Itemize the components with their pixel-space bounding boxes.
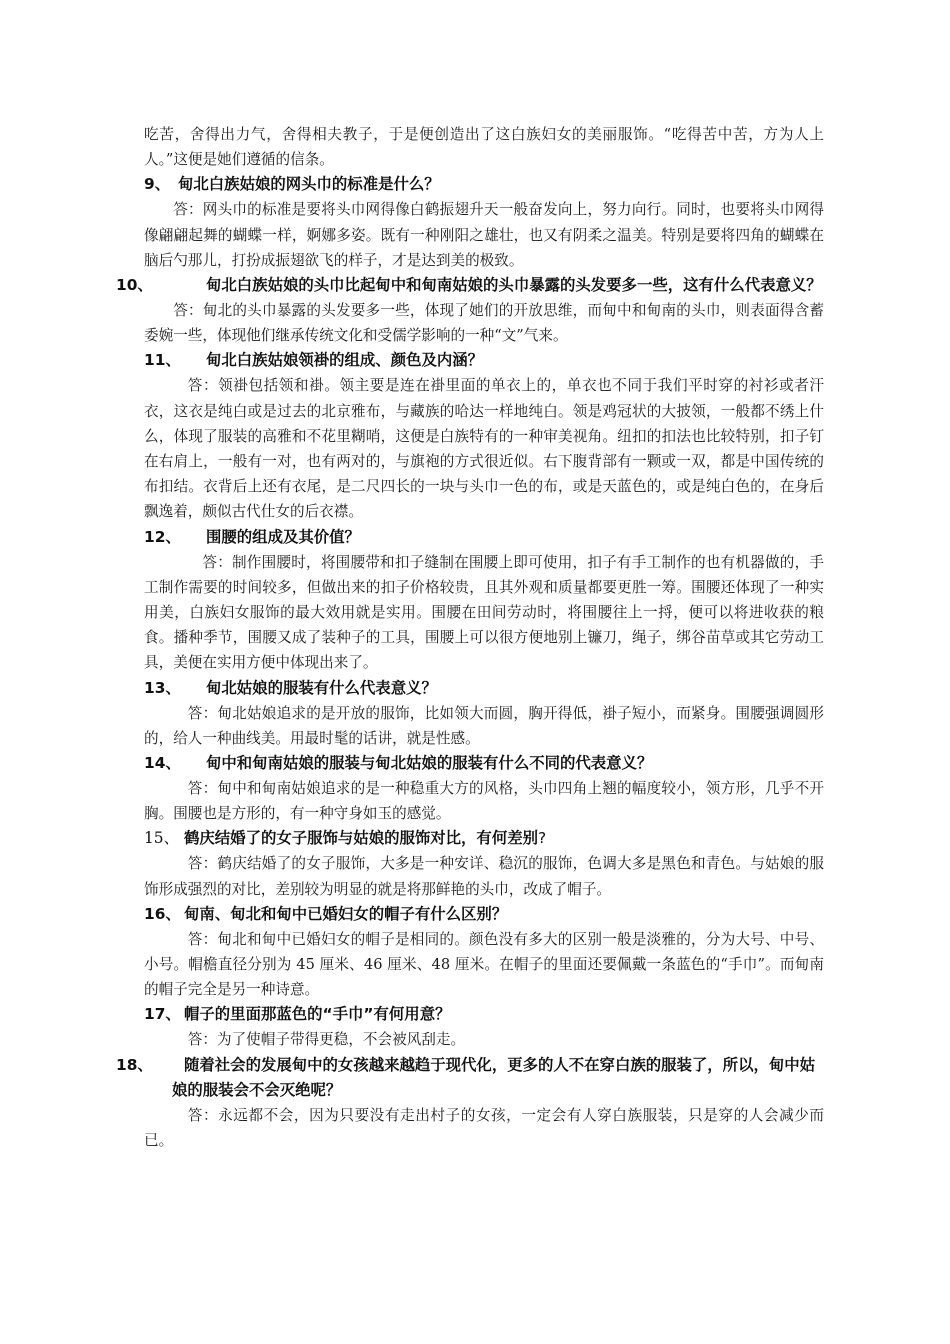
- answer-14: 答：甸中和甸南姑娘追求的是一种稳重大方的风格，头巾四角上翘的幅度较小，领方形，几乎不开胸。围腰也是方形的，有一种守身如玉的感觉。: [144, 780, 824, 823]
- question-number: 10、: [116, 276, 153, 295]
- question-16: [144, 902, 824, 927]
- answer-12: 答：制作围腰时，将围腰带和扣子缝制在围腰上即可使用，扣子有手工制作的也有机器做的，手工制作需要的时间较多，但做出来的扣子价格较贵，且其外观和质量都要更胜一筹。围腰还体现了一种实用美，白族妇女服饰的最大效用就是实用。围腰在田间劳动时，将围腰往上一捋，便可以将进收获的粮食。播种季节，围腰又成了装种子的工具，围腰上可以很方便地别上镰刀，绳子，绑谷苗草或其它劳动工具，美便在实用方便中体现出来了。: [144, 553, 824, 672]
- question-9: [144, 172, 824, 197]
- question-number: 14、: [144, 754, 181, 773]
- question-13: [144, 676, 824, 701]
- answer-15: 答：鹤庆结婚了的女子服饰，大多是一种安详、稳沉的服饰，色调大多是黑色和青色。与姑娘的服饰形成强烈的对比，差别较为明显的就是将那鲜艳的头巾，改成了帽子。: [144, 855, 824, 898]
- question-text: 甸北白族姑娘的网头巾的标准是什么？: [178, 175, 440, 194]
- answer-17: 答：为了使帽子带得更稳，不会被风刮走。: [187, 1031, 466, 1049]
- question-number: 13、: [144, 678, 181, 697]
- question-number: 12、: [144, 527, 181, 546]
- answer-13: 答：甸北姑娘追求的是开放的服饰，比如领大而圆，胸开得低，褂子短小，而紧身。围腰强调圆形的，给人一种曲线美。用最时髦的话讲，就是性感。: [144, 704, 824, 747]
- question-number: 11、: [144, 351, 181, 370]
- question-14: [144, 751, 824, 776]
- question-15: [144, 826, 824, 851]
- question-number: 16、: [144, 904, 181, 923]
- answer-18: 答：永远都不会，因为只要没有走出村子的女孩，一定会有人穿白族服装，只是穿的人会减少而已。: [144, 1106, 824, 1149]
- question-number: 15、: [144, 829, 179, 848]
- question-text: 围腰的组成及其价值？: [206, 527, 360, 546]
- answer-11: 答：领褂包括领和褂。领主要是连在褂里面的单衣上的，单衣也不同于我们平时穿的衬衫或者汗衣，这衣是纯白或是过去的北京雅布，与藏族的哈达一样地纯白。领是鸡冠状的大披领，一般都不绣上什么，体现了服装的高雅和不花里糊哨，这便是白族特有的一种审美视角。纽扣的扣法也比较特别，扣子钉在右肩上，一般有一对，也有两对的，与旗袍的方式很近似。右下腹背部有一颗或一双，都是中国传统的布扣结。衣背后上还有衣尾，是二尺四长的一块与头巾一色的布，或是天蓝色的，或是纯白色的，在身后飘逸着，颇似古代仕女的后衣襟。: [144, 377, 824, 521]
- question-text: 帽子的里面那蓝色的“手巾”有何用意？: [184, 1005, 451, 1024]
- question-text: 随着社会的发展甸中的女孩越来越趋于现代化，更多的人不在穿白族的服装了，所以，甸中姑娘的服装会不会灭绝呢？: [172, 1055, 816, 1099]
- question-12: [144, 525, 824, 550]
- question-text: 甸南、甸北和甸中已婚妇女的帽子有什么区别？: [184, 904, 508, 923]
- question-number: 9、: [144, 175, 171, 194]
- question-10: [116, 273, 824, 298]
- answer-10: 答：甸北的头巾暴露的头发要多一些，体现了她们的开放思维，而甸中和甸南的头巾，则表面得含蓄委婉一些，体现他们继承传统文化和受儒学影响的一种“文”气来。: [144, 302, 824, 345]
- answer-16: 答：甸北和甸中已婚妇女的帽子是相同的。颜色没有多大的区别一般是淡雅的，分为大号、中号、小号。帽檐直径分别为 45 厘米、46 厘米、48 厘米。在帽子的里面还要佩戴一条蓝色的“手巾”。而甸南的帽子完全是另一种诗意。: [144, 930, 824, 999]
- question-mark: ?: [538, 829, 547, 848]
- question-17: [144, 1002, 824, 1027]
- question-text: 甸北姑娘的服装有什么代表意义？: [206, 678, 437, 697]
- question-11: [144, 348, 824, 373]
- question-text: 甸北白族姑娘的头巾比起甸中和甸南姑娘的头巾暴露的头发要多一些，这有什么代表意义？: [206, 276, 822, 295]
- question-text: 甸北白族姑娘领褂的组成、颜色及内涵？: [206, 351, 484, 370]
- question-18: [116, 1053, 824, 1103]
- question-text: 鹤庆结婚了的女子服饰与姑娘的服饰对比，有何差别: [184, 829, 538, 848]
- question-number: 18、: [116, 1055, 153, 1074]
- document-page: [116, 122, 824, 1153]
- question-number: 17、: [144, 1005, 181, 1024]
- question-text: 甸中和甸南姑娘的服装与甸北姑娘的服装有什么不同的代表意义？: [206, 754, 653, 773]
- answer-9: 答：网头巾的标准是要将头巾网得像白鹤振翅升天一般奋发向上，努力向行。同时，也要将头巾网得像翩翩起舞的蝴蝶一样，婀娜多姿。既有一种刚阳之雄壮，也又有阴柔之温美。特别是要将四角的蝴蝶在脑后勺那儿，打扮成振翅欲飞的样子，才是达到美的极致。: [144, 201, 824, 269]
- intro-paragraph: 吃苦，舍得出力气，舍得相夫教子，于是便创造出了这白族妇女的美丽服饰。“吃得苦中苦，方为人上人。”这便是她们遵循的信条。: [144, 126, 824, 169]
